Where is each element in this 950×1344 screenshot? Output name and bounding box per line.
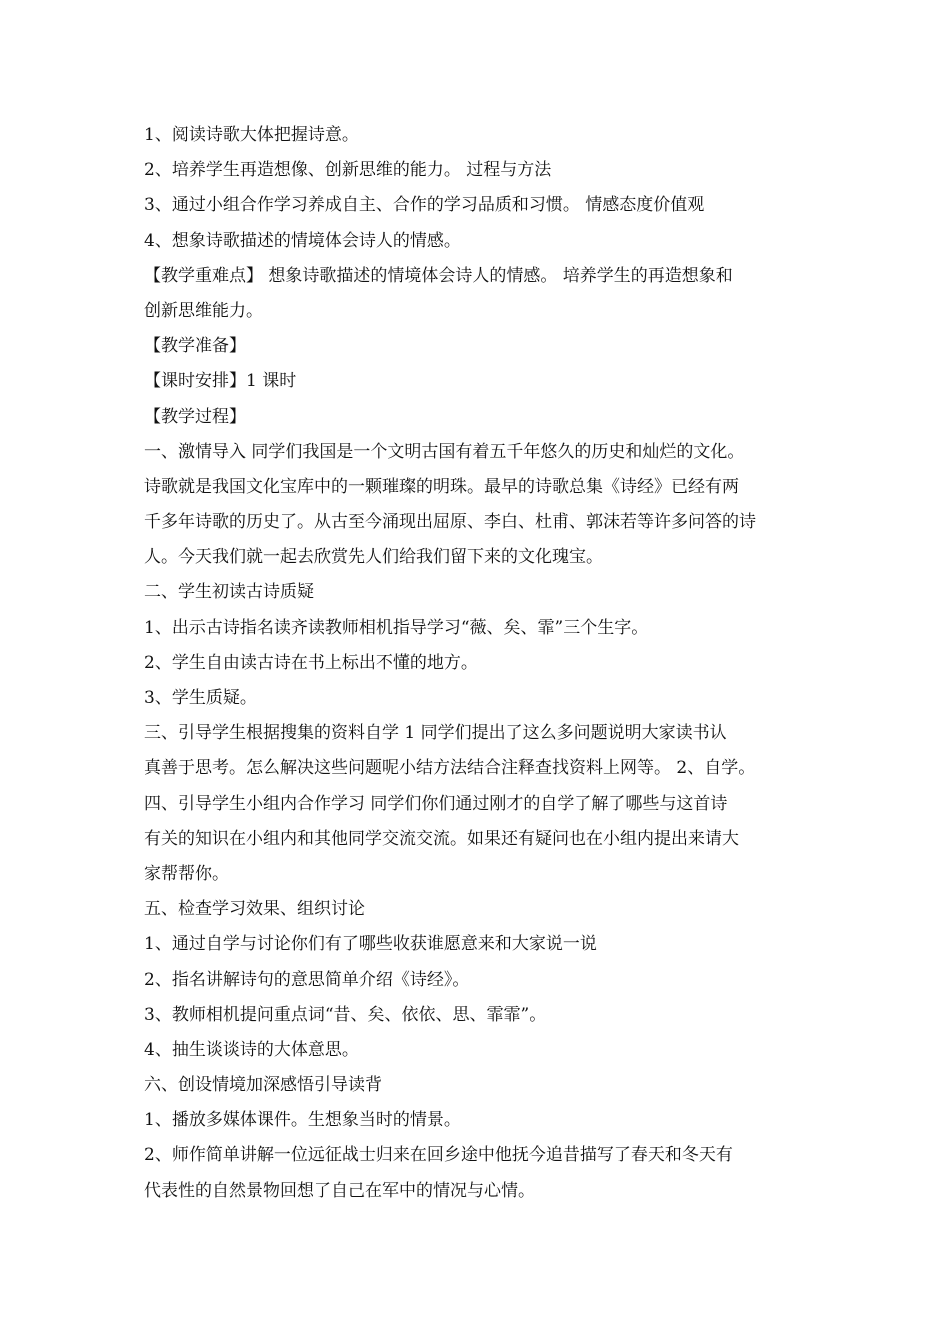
text-line: 4、抽生谈谈诗的大体意思。	[144, 1039, 359, 1060]
text-line: 2、培养学生再造想像、创新思维的能力。 过程与方法	[144, 160, 552, 181]
text-line: 2、指名讲解诗句的意思简单介绍《诗经》。	[144, 969, 470, 990]
section-heading: 二、学生初读古诗质疑	[144, 582, 314, 603]
text-line: 代表性的自然景物回想了自己在军中的情况与心情。	[144, 1180, 535, 1201]
section-heading: 五、检查学习效果、组织讨论	[144, 899, 365, 920]
text-line: 诗歌就是我国文化宝库中的一颗璀璨的明珠。最早的诗歌总集《诗经》已经有两	[144, 476, 739, 497]
text-line: 3、通过小组合作学习养成自主、合作的学习品质和习惯。 情感态度价值观	[144, 195, 705, 216]
section-heading: 【课时安排】1 课时	[144, 371, 297, 392]
text-line: 【教学重难点】 想象诗歌描述的情境体会诗人的情感。 培养学生的再造想象和	[144, 265, 733, 286]
text-line: 2、学生自由读古诗在书上标出不懂的地方。	[144, 652, 478, 673]
text-line: 4、想象诗歌描述的情境体会诗人的情感。	[144, 230, 461, 251]
document-body	[144, 118, 834, 1209]
text-line: 1、出示古诗指名读齐读教师相机指导学习“薇、矣、霏”三个生字。	[144, 617, 649, 638]
section-heading: 【教学准备】	[144, 336, 246, 357]
text-line: 3、教师相机提问重点词“昔、矣、依依、思、霏霏”。	[144, 1004, 547, 1025]
section-heading: 【教学过程】	[144, 406, 246, 427]
text-line: 一、激情导入 同学们我国是一个文明古国有着五千年悠久的历史和灿烂的文化。	[144, 441, 745, 462]
text-line: 有关的知识在小组内和其他同学交流交流。如果还有疑问也在小组内提出来请大	[144, 828, 739, 849]
text-line: 1、阅读诗歌大体把握诗意。	[144, 125, 359, 145]
text-line: 3、学生质疑。	[144, 688, 257, 708]
text-line: 1、播放多媒体课件。生想象当时的情景。	[144, 1110, 461, 1131]
text-line: 真善于思考。怎么解决这些问题呢小结方法结合注释查找资料上网等。 2、自学。	[144, 758, 756, 779]
text-line: 2、师作简单讲解一位远征战士归来在回乡途中他抚今追昔描写了春天和冬天有	[144, 1145, 733, 1166]
text-line: 人。今天我们就一起去欣赏先人们给我们留下来的文化瑰宝。	[144, 547, 603, 568]
text-line: 三、引导学生根据搜集的资料自学 1 同学们提出了这么多问题说明大家读书认	[144, 723, 727, 744]
text-line: 家帮帮你。	[144, 863, 229, 884]
text-line: 四、引导学生小组内合作学习 同学们你们通过刚才的自学了解了哪些与这首诗	[144, 793, 728, 814]
text-line: 1、通过自学与讨论你们有了哪些收获谁愿意来和大家说一说	[144, 934, 597, 955]
text-line: 创新思维能力。	[144, 300, 263, 321]
section-heading: 六、创设情境加深感悟引导读背	[144, 1075, 382, 1096]
text-line: 千多年诗歌的历史了。从古至今涌现出屈原、李白、杜甫、郭沫若等许多问答的诗	[144, 512, 756, 533]
